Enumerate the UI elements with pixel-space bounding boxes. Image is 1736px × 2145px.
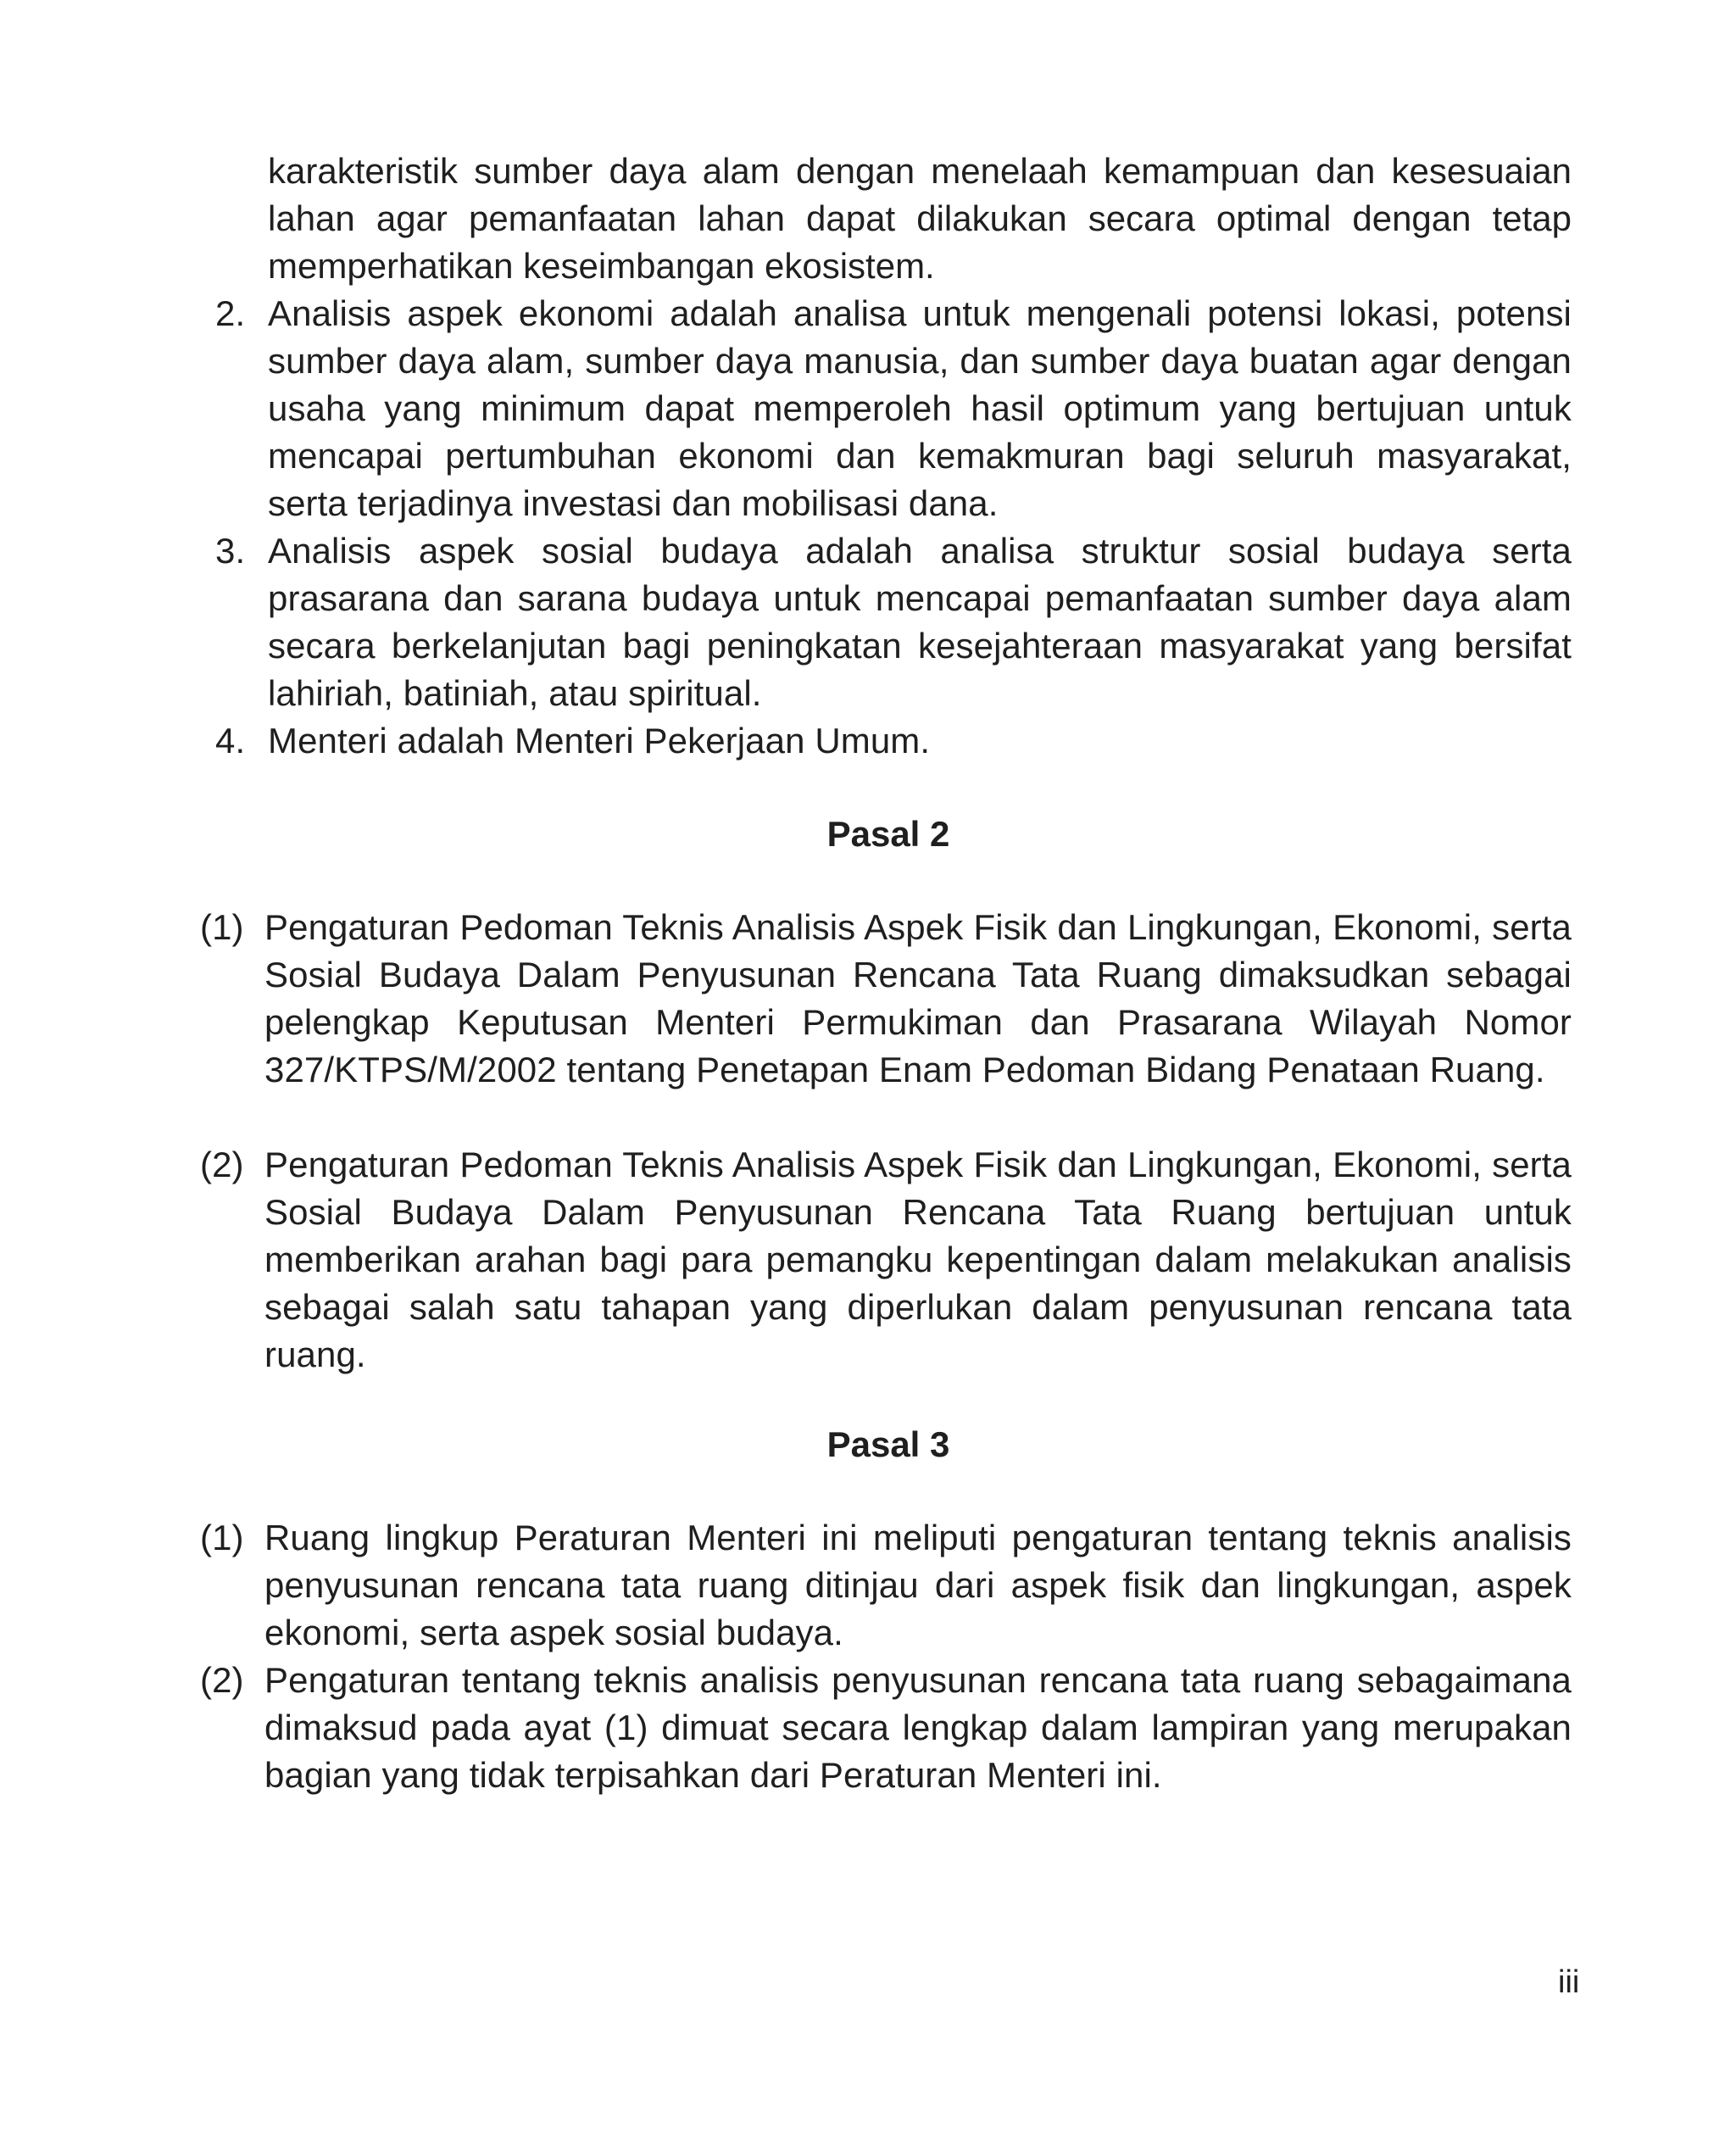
list-marker: (2) [200, 1660, 244, 1700]
pasal-2-item-2 [200, 1141, 1572, 1379]
pasal-2-item-1 [200, 904, 1572, 1094]
list-marker: 3. [215, 531, 246, 571]
definition-item-4 [215, 717, 1572, 765]
pasal-3-heading: Pasal 3 [826, 1424, 950, 1464]
list-marker: (1) [200, 907, 244, 947]
pasal-text: Pengaturan Pedoman Teknis Analisis Aspek Fisik dan Lingkungan, Ekonomi, serta Sosial Budaya Dalam Penyusunan Rencana Tata Ruang bertujuan untuk memberikan arahan bagi para pemangku kepentingan dalam melakukan analisis sebagai salah satu tahapan yang diperlukan dalam penyusunan rencana tata ruang. [264, 1145, 1572, 1374]
pasal-text: Ruang lingkup Peraturan Menteri ini meliputi pengaturan tentang teknis analisis penyusunan rencana tata ruang ditinjau dari aspek fisik dan lingkungan, aspek ekonomi, serta aspek sosial budaya. [264, 1518, 1572, 1652]
definition-item-2 [215, 290, 1572, 527]
definition-text: Menteri adalah Menteri Pekerjaan Umum. [268, 721, 931, 760]
definition-text: Analisis aspek sosial budaya adalah analisa struktur sosial budaya serta prasarana dan sarana budaya untuk mencapai pemanfaatan sumber daya alam secara berkelanjutan bagi peningkatan kesejahteraan masyarakat yang bersifat lahiriah, batiniah, atau spiritual. [268, 531, 1572, 713]
list-marker: 2. [215, 293, 246, 333]
page-number: iii [1558, 1964, 1580, 2000]
pasal-2-heading: Pasal 2 [826, 814, 950, 854]
pasal-3-item-2 [200, 1657, 1572, 1799]
list-marker: (2) [200, 1145, 244, 1184]
definition-1-continuation: karakteristik sumber daya alam dengan menelaah kemampuan dan kesesuaian lahan agar pemanfaatan lahan dapat dilakukan secara optimal dengan tetap memperhatikan keseimbangan ekosistem. [268, 151, 1572, 286]
list-marker: 4. [215, 721, 246, 760]
list-marker: (1) [200, 1518, 244, 1557]
pasal-3-item-1 [200, 1514, 1572, 1657]
pasal-text: Pengaturan tentang teknis analisis penyusunan rencana tata ruang sebagaimana dimaksud pada ayat (1) dimuat secara lengkap dalam lampiran yang merupakan bagian yang tidak terpisahkan dari Peraturan Menteri ini. [264, 1660, 1572, 1795]
definition-text: Analisis aspek ekonomi adalah analisa untuk mengenali potensi lokasi, potensi sumber daya alam, sumber daya manusia, dan sumber daya buatan agar dengan usaha yang minimum dapat memperoleh hasil optimum yang bertujuan untuk mencapai pertumbuhan ekonomi dan kemakmuran bagi seluruh masyarakat, serta terjadinya investasi dan mobilisasi dana. [268, 293, 1572, 523]
definition-item-3 [215, 527, 1572, 717]
pasal-text: Pengaturan Pedoman Teknis Analisis Aspek Fisik dan Lingkungan, Ekonomi, serta Sosial Budaya Dalam Penyusunan Rencana Tata Ruang dimaksudkan sebagai pelengkap Keputusan Menteri Permukiman dan Prasarana Wilayah Nomor 327/KTPS/M/2002 tentang Penetapan Enam Pedoman Bidang Penataan Ruang. [264, 907, 1572, 1089]
